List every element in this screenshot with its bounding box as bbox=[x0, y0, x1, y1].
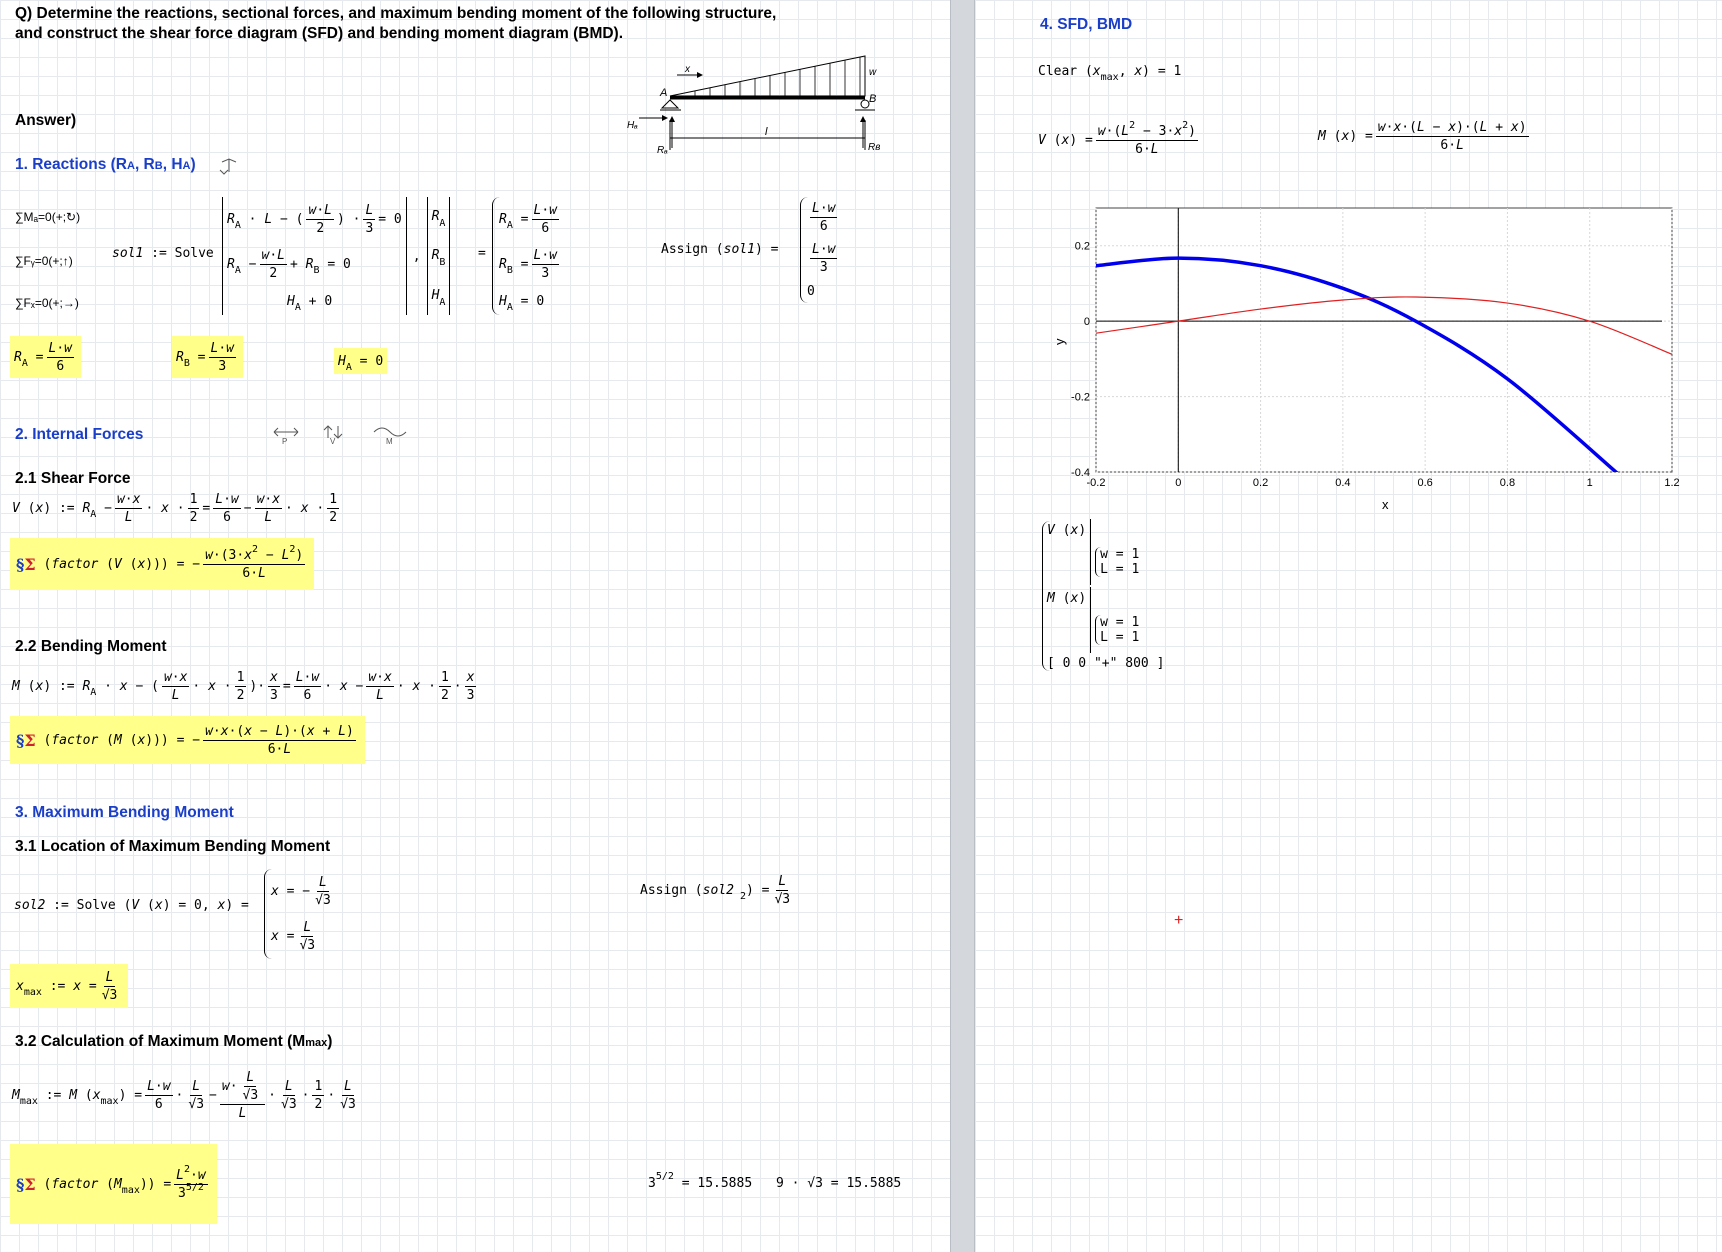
section-4-title: 4. SFD, BMD bbox=[1040, 16, 1133, 33]
support-a-label: A bbox=[660, 87, 668, 99]
beam-x-label: x bbox=[685, 64, 690, 75]
v-substitution: V ( x ) w = 1 L = 1 bbox=[1047, 521, 1164, 583]
ha-result[interactable]: H A = 0 bbox=[334, 348, 387, 374]
sol2-definition[interactable]: sol2 := Solve ( V ( x ) = 0, x ) = bbox=[14, 898, 249, 913]
x-tick-label: 0.4 bbox=[1335, 477, 1351, 489]
answer-label: Answer) bbox=[15, 112, 77, 129]
x-tick-labels bbox=[1087, 477, 1680, 489]
internal-forces-icons bbox=[272, 424, 432, 446]
x-axis-label: x bbox=[1382, 497, 1389, 512]
x-tick-label: -0.2 bbox=[1086, 477, 1106, 489]
svg-text:V: V bbox=[330, 437, 336, 446]
question-line-1: Q) Determine the reactions, sectional forces, and maximum bending moment of the following structure, bbox=[15, 5, 777, 22]
solve-system-matrix[interactable]: R A · L − ( $\frac{w\cdot L}{2}$ ) · $\frac{L}{3}$ = 0 R A − $\frac{w\cdot L}{2}$ + R B = 0 H A + 0 , $R_A$ $R_B$ $H_A$ bbox=[222, 196, 450, 316]
span-l-label: l bbox=[765, 126, 768, 138]
reactions-icon bbox=[218, 158, 240, 176]
x-tick-label: 0 bbox=[1175, 477, 1182, 489]
shear-force-subtitle: 2.1 Shear Force bbox=[15, 470, 131, 487]
beam-diagram bbox=[625, 50, 880, 160]
reaction-ha-label: Hₐ bbox=[627, 120, 638, 131]
sum-fx-label: ∑Fₓ=0(+;→) bbox=[15, 296, 79, 310]
plot-options-row: [ 0 0 "+" 800 ] bbox=[1047, 656, 1165, 671]
mmax-definition[interactable]: M max := M ( x max ) = $\frac{L\cdot w}{6}$ · $\frac{L}{√3}$ − w· $\frac{L}{√3}$ L · $\frac{L}{√3}$ · $\frac{1}{2}$ · $\frac{L}{√3}$ bbox=[12, 1069, 356, 1121]
factor-mmax-result[interactable]: §Σ ( factor ( M max )) = $\frac{L^2\cdot w}{3^{5/2}}$ bbox=[10, 1144, 217, 1224]
x-tick-label: 1 bbox=[1586, 477, 1593, 489]
moment-equation: R A · L − ( $\frac{w\cdot L}{2}$ ) · $\frac{L}{3}$ = 0 bbox=[227, 203, 402, 237]
ra-result[interactable]: R A = $\frac{L\cdot w}{6}$ bbox=[10, 336, 81, 378]
assign-sol2[interactable]: Assign ( sol2 2 ) = $\frac{L}{√3}$ bbox=[640, 873, 791, 907]
sol1-definition[interactable]: sol1 := Solve bbox=[112, 246, 214, 261]
y-tick-labels bbox=[1071, 241, 1090, 479]
cursor-crosshair: + bbox=[1174, 912, 1184, 929]
section-3-title: 3. Maximum Bending Moment bbox=[15, 804, 234, 821]
bending-moment-subtitle: 2.2 Bending Moment bbox=[15, 638, 167, 655]
unknowns-vector: $R_A$ $R_B$ $H_A$ bbox=[427, 197, 451, 315]
sol1-result: R A = $\frac{L\cdot w}{6}$ R B = $\frac{L\cdot w}{3}$ H A = 0 bbox=[492, 196, 562, 316]
bending-moment-definition[interactable]: M ( x ) := R A · x − ( $\frac{w\cdot x}{L}$ · x · $\frac{1}{2}$ )· $\frac{x}{3}$ = $\frac{L\cdot w}{6}$ · x − $\frac{w\cdot x}{L}$ · x · $\frac{1}{2}$ · $\frac{x}{3}$ bbox=[12, 669, 475, 703]
x-tick-label: 0.6 bbox=[1417, 477, 1433, 489]
factor-m-result[interactable]: §Σ ( factor ( M ( x ))) = − $\frac{w\cdot x\cdot(x - L)\cdot(x + L)}{6\cdot L}$ bbox=[10, 716, 365, 764]
y-tick-label: 0 bbox=[1083, 316, 1090, 329]
section-1-title: 1. Reactions (RA, RB, HA) bbox=[15, 156, 196, 173]
assign-sol1[interactable]: Assign ( sol1 ) = bbox=[661, 242, 779, 257]
y-axis-label: y bbox=[1052, 338, 1067, 345]
x-tick-label: 0.2 bbox=[1252, 477, 1269, 489]
page-divider bbox=[950, 0, 975, 1252]
sol2-result: x = − $\frac{L}{√3}$ x = $\frac{L}{√3}$ bbox=[264, 868, 336, 960]
m-substitution: M ( x ) w = 1 L = 1 bbox=[1047, 589, 1164, 651]
svg-text:M: M bbox=[386, 437, 393, 446]
m-function[interactable]: M ( x ) = $\frac{w\cdot x\cdot(L - x)\cdot(L + x)}{6\cdot L}$ bbox=[1318, 119, 1527, 153]
reaction-rb-label: Rʙ bbox=[868, 142, 880, 153]
load-w-label: w bbox=[869, 67, 877, 78]
power-evaluation[interactable]: 3 5/2 = 15.5885 bbox=[648, 1171, 753, 1191]
x-tick-label: 1.2 bbox=[1664, 477, 1680, 489]
sfd-bmd-chart[interactable] bbox=[1050, 200, 1680, 520]
y-tick-label: -0.2 bbox=[1071, 391, 1090, 404]
y-tick-label: 0.2 bbox=[1074, 240, 1090, 253]
symbolic-icon: §Σ bbox=[16, 554, 36, 574]
x-tick-label: 0.8 bbox=[1499, 477, 1516, 489]
assign-sol1-result: $\frac{L\cdot w}{6}$ $\frac{L\cdot w}{3}$ 0 bbox=[800, 196, 840, 304]
y-tick-label: -0.4 bbox=[1071, 467, 1090, 479]
sum-fy-label: ∑Fᵧ=0(+;↑) bbox=[15, 254, 73, 268]
shear-force-definition[interactable]: V ( x ) := R A − $\frac{w\cdot x}{L}$ · x · $\frac{1}{2}$ = $\frac{L\cdot w}{6}$ − $\frac{w\cdot x}{L}$ · x · $\frac{1}{2}$ bbox=[12, 491, 338, 525]
factor-v-result[interactable]: §Σ ( factor ( V ( x ))) = − $\frac{w\cdot(3\cdot x^2 - L^2)}{6\cdot L}$ bbox=[10, 538, 314, 590]
plot-area[interactable] bbox=[1096, 208, 1672, 472]
max-moment-subtitle: 3.2 Calculation of Maximum Moment (Mmax) bbox=[15, 1033, 333, 1050]
support-b-label: B bbox=[869, 93, 877, 105]
horizontal-force-equation: H A + 0 bbox=[287, 293, 333, 313]
rb-result[interactable]: R B = $\frac{L\cdot w}{3}$ bbox=[172, 336, 243, 378]
question-text bbox=[15, 4, 776, 44]
clear-statement[interactable]: Clear ( x max , x ) = 1 bbox=[1038, 63, 1182, 83]
reaction-ra-label: Rₐ bbox=[657, 145, 668, 156]
max-location-subtitle: 3.1 Location of Maximum Bending Moment bbox=[15, 838, 331, 855]
question-line-2: and construct the shear force diagram (SFD) and bending moment diagram (BMD). bbox=[15, 25, 624, 42]
substitution-block[interactable] bbox=[1042, 523, 1165, 671]
sum-moments-label: ∑Mₐ=0(+;↻) bbox=[15, 210, 81, 224]
svg-text:P: P bbox=[282, 437, 288, 446]
sqrt-evaluation[interactable]: 9 · √3 = 15.5885 bbox=[776, 1176, 902, 1191]
vertical-force-equation: R A − $\frac{w\cdot L}{2}$ + R B = 0 bbox=[227, 248, 351, 282]
v-function[interactable]: V ( x ) = $\frac{w\cdot(L^2 - 3\cdot x^2)}{6\cdot L}$ bbox=[1038, 119, 1196, 157]
xmax-definition[interactable]: x max := x = $\frac{L}{√3}$ bbox=[10, 964, 128, 1008]
section-2-title: 2. Internal Forces bbox=[15, 426, 144, 443]
